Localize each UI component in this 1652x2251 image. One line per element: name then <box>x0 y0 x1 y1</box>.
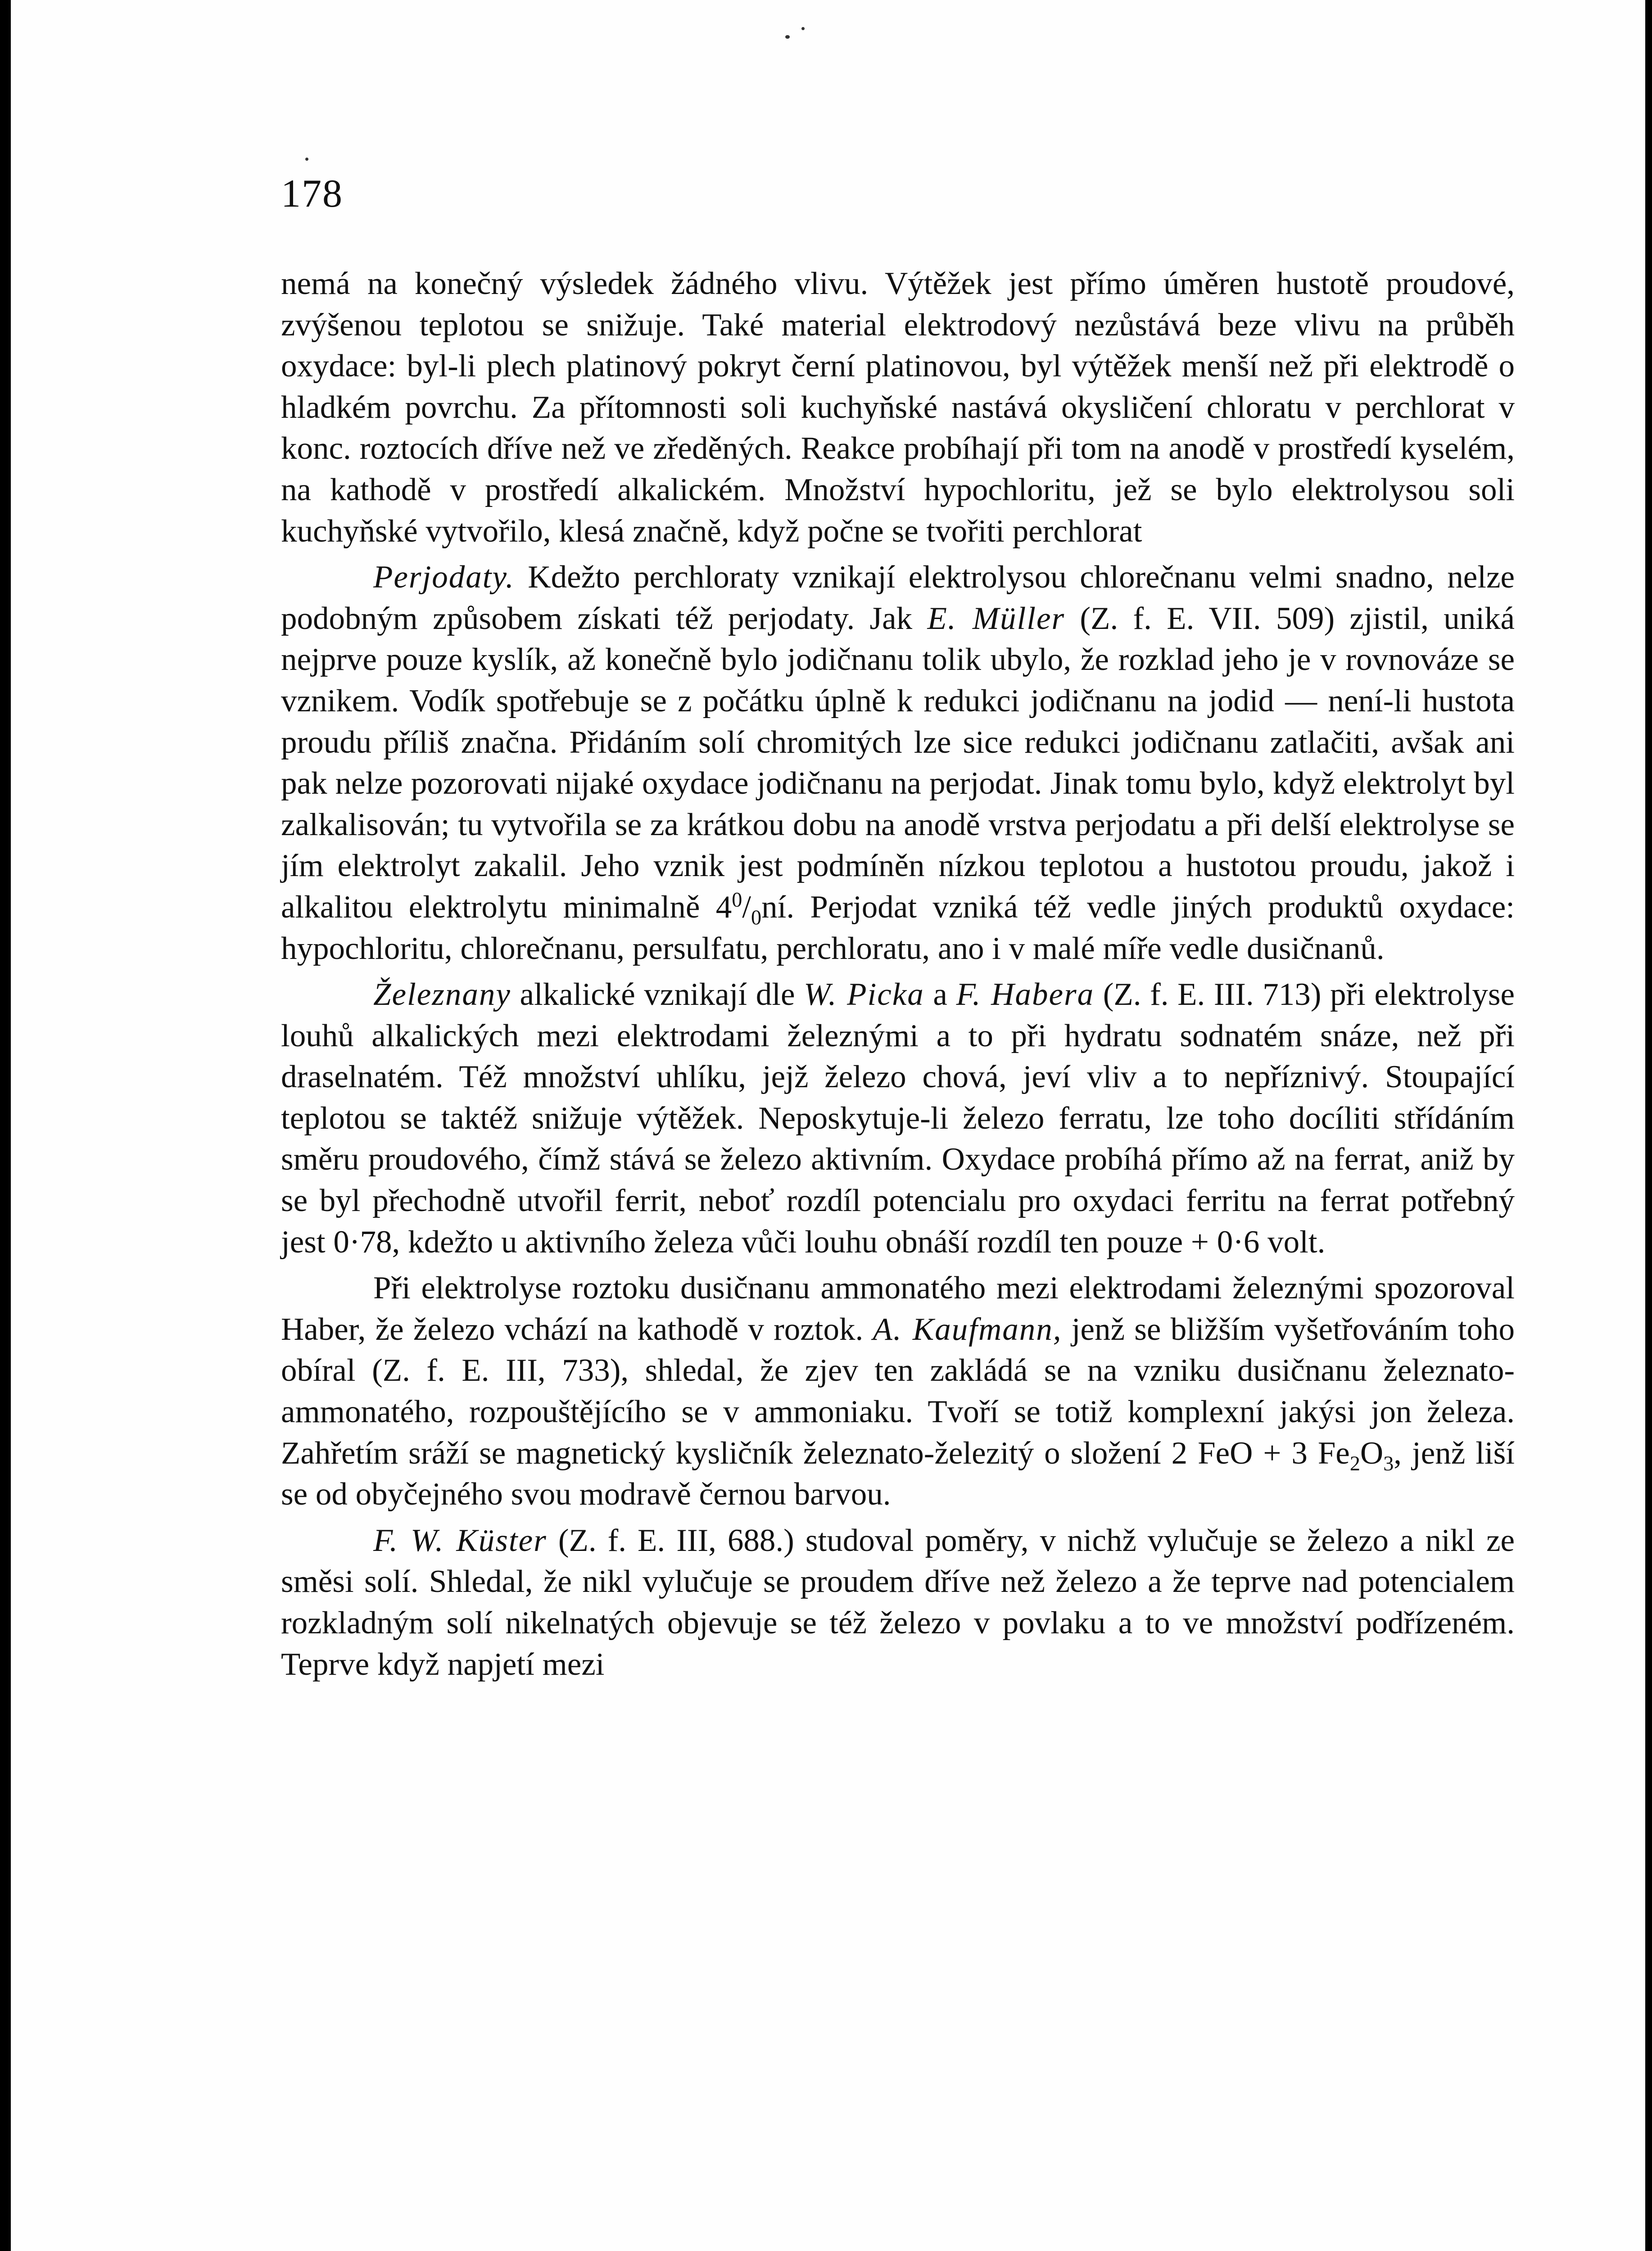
scan-speck <box>801 27 805 30</box>
text-run: Při elektrolyse roztoku dusičnanu ammonatého mezi elektrodami železnými spozoroval Haber, že železo vchází na kathodě v roztok. <box>281 1270 1515 1347</box>
text-run: nemá na konečný výsledek žádného vlivu. Výtěžek jest přímo úměren hustotě proudové, zvýšenou teplotou se snižuje. Také material elektrodový nezůstává beze vlivu na průběh oxydace: byl-li plech platinový pokryt černí platinovou, byl výtěžek menší než při elektrodě o hladkém povrchu. Za přítomnosti soli kuchyňské nastává okysličení chloratu v perchlorat v konc. roztocích dříve než ve zředěných. Reakce probíhají při tom na anodě v prostředí kyselém, na kathodě v prostředí alkalickém. Množství hypochloritu, jež se bylo elektrolysou soli kuchyňské vytvořilo, klesá značně, když počne se tvořiti perchlorat <box>281 266 1515 549</box>
subscript: 3 <box>1383 1451 1394 1475</box>
subscript: 0 <box>751 906 762 929</box>
scan-speck <box>305 158 308 161</box>
subscript: 2 <box>1349 1451 1360 1475</box>
italic-text: Perjodaty. <box>373 560 515 595</box>
italic-text: A. Kaufmann, <box>873 1311 1062 1347</box>
text-run: Kdežto perchloraty vznikají elektrolysou chlorečnanu velmi snadno, nelze podobným způsobem získati též perjodaty. Jak <box>281 560 1515 636</box>
italic-text: Železnany <box>373 977 511 1012</box>
italic-text: E. Müller <box>927 601 1065 636</box>
paragraph <box>281 1520 1515 1685</box>
italic-text: F. Habera <box>956 977 1095 1012</box>
text-run: (Z. f. E. III. 713) při elektrolyse louhů alkalických mezi elektrodami železnými a to při hydratu sodnatém snáze, než při draselnatém. Též množství uhlíku, jejž železo chová, jeví vliv a to nepříznivý. Stoupající teplotou se taktéž snižuje výtěžek. Neposkytuje-li železo ferratu, lze toho docíliti střídáním směru proudového, čímž stává se železo aktivním. Oxydace probíhá přímo až na ferrat, aniž by se byl přechodně utvořil ferrit, neboť rozdíl potencialu pro oxydaci ferritu na ferrat potřebný jest 0·78, kdežto u aktivního železa vůči louhu obnáší rozdíl ten pouze + 0·6 volt. <box>281 977 1515 1260</box>
scanned-page <box>11 0 1645 2251</box>
body-text <box>281 263 1515 1685</box>
italic-text: W. Picka <box>804 977 924 1012</box>
paragraph <box>281 1268 1515 1515</box>
text-run: jenž se bližším vyšetřováním toho obíral (Z. f. E. III, 733), shledal, že zjev ten zakládá se na vzniku dusičnanu železnato-ammonatého, rozpouštějícího se v ammoniaku. Tvoří se totiž komplexní jakýsi jon železa. Zahřetím sráží se magnetický kysličník železnato-železitý o složení 2 FeO + 3 Fe <box>281 1311 1515 1471</box>
text-run: (Z. f. E. III, 688.) studoval poměry, v nichž vylučuje se železo a nikl ze směsi solí. Shledal, že nikl vylučuje se proudem dříve než železo a že teprve nad potencialem rozkladným solí nikelnatých objevuje se též železo v povlaku a to ve množství podřízeném. Teprve když napjetí mezi <box>281 1523 1515 1682</box>
italic-text: F. W. Küster <box>373 1523 547 1558</box>
paragraph <box>281 557 1515 969</box>
scan-speck <box>785 35 790 39</box>
paragraph <box>281 974 1515 1263</box>
text-run: , jenž liší se od obyčejného svou modravě černou barvou. <box>281 1435 1515 1512</box>
superscript: 0 <box>732 888 742 911</box>
paragraph <box>281 263 1515 552</box>
text-run: / <box>742 889 751 925</box>
text-run: (Z. f. E. VII. 509) zjistil, uniká nejprve pouze kyslík, až konečně bylo jodičnanu tolik ubylo, že rozklad jeho je v rovnováze se vznikem. Vodík spotřebuje se z počátku úplně k redukci jodičnanu na jodid — není-li hustota proudu příliš značna. Přidáním solí chromitých lze sice redukci jodičnanu zatlačiti, avšak ani pak nelze pozorovati nijaké oxydace jodičnanu na perjodat. Jinak tomu bylo, když elektrolyt byl zalkalisován; tu vytvořila se za krátkou dobu na anodě vrstva perjodatu a při delší elektrolyse se jím elektrolyt zakalil. Jeho vznik jest podmíněn nízkou teplotou a hustotou proudu, jakož i alkalitou elektrolytu minimalně 4 <box>281 601 1515 925</box>
page-number: 178 <box>281 172 343 216</box>
text-run: O <box>1360 1435 1384 1471</box>
text-run: ní. Perjodat vzniká též vedle jiných produktů oxydace: hypochloritu, chlorečnanu, persulfatu, perchloratu, ano i v malé míře vedle dusičnanů. <box>281 889 1515 966</box>
text-run: alkalické vznikají dle <box>511 977 804 1012</box>
text-run: a <box>924 977 956 1012</box>
